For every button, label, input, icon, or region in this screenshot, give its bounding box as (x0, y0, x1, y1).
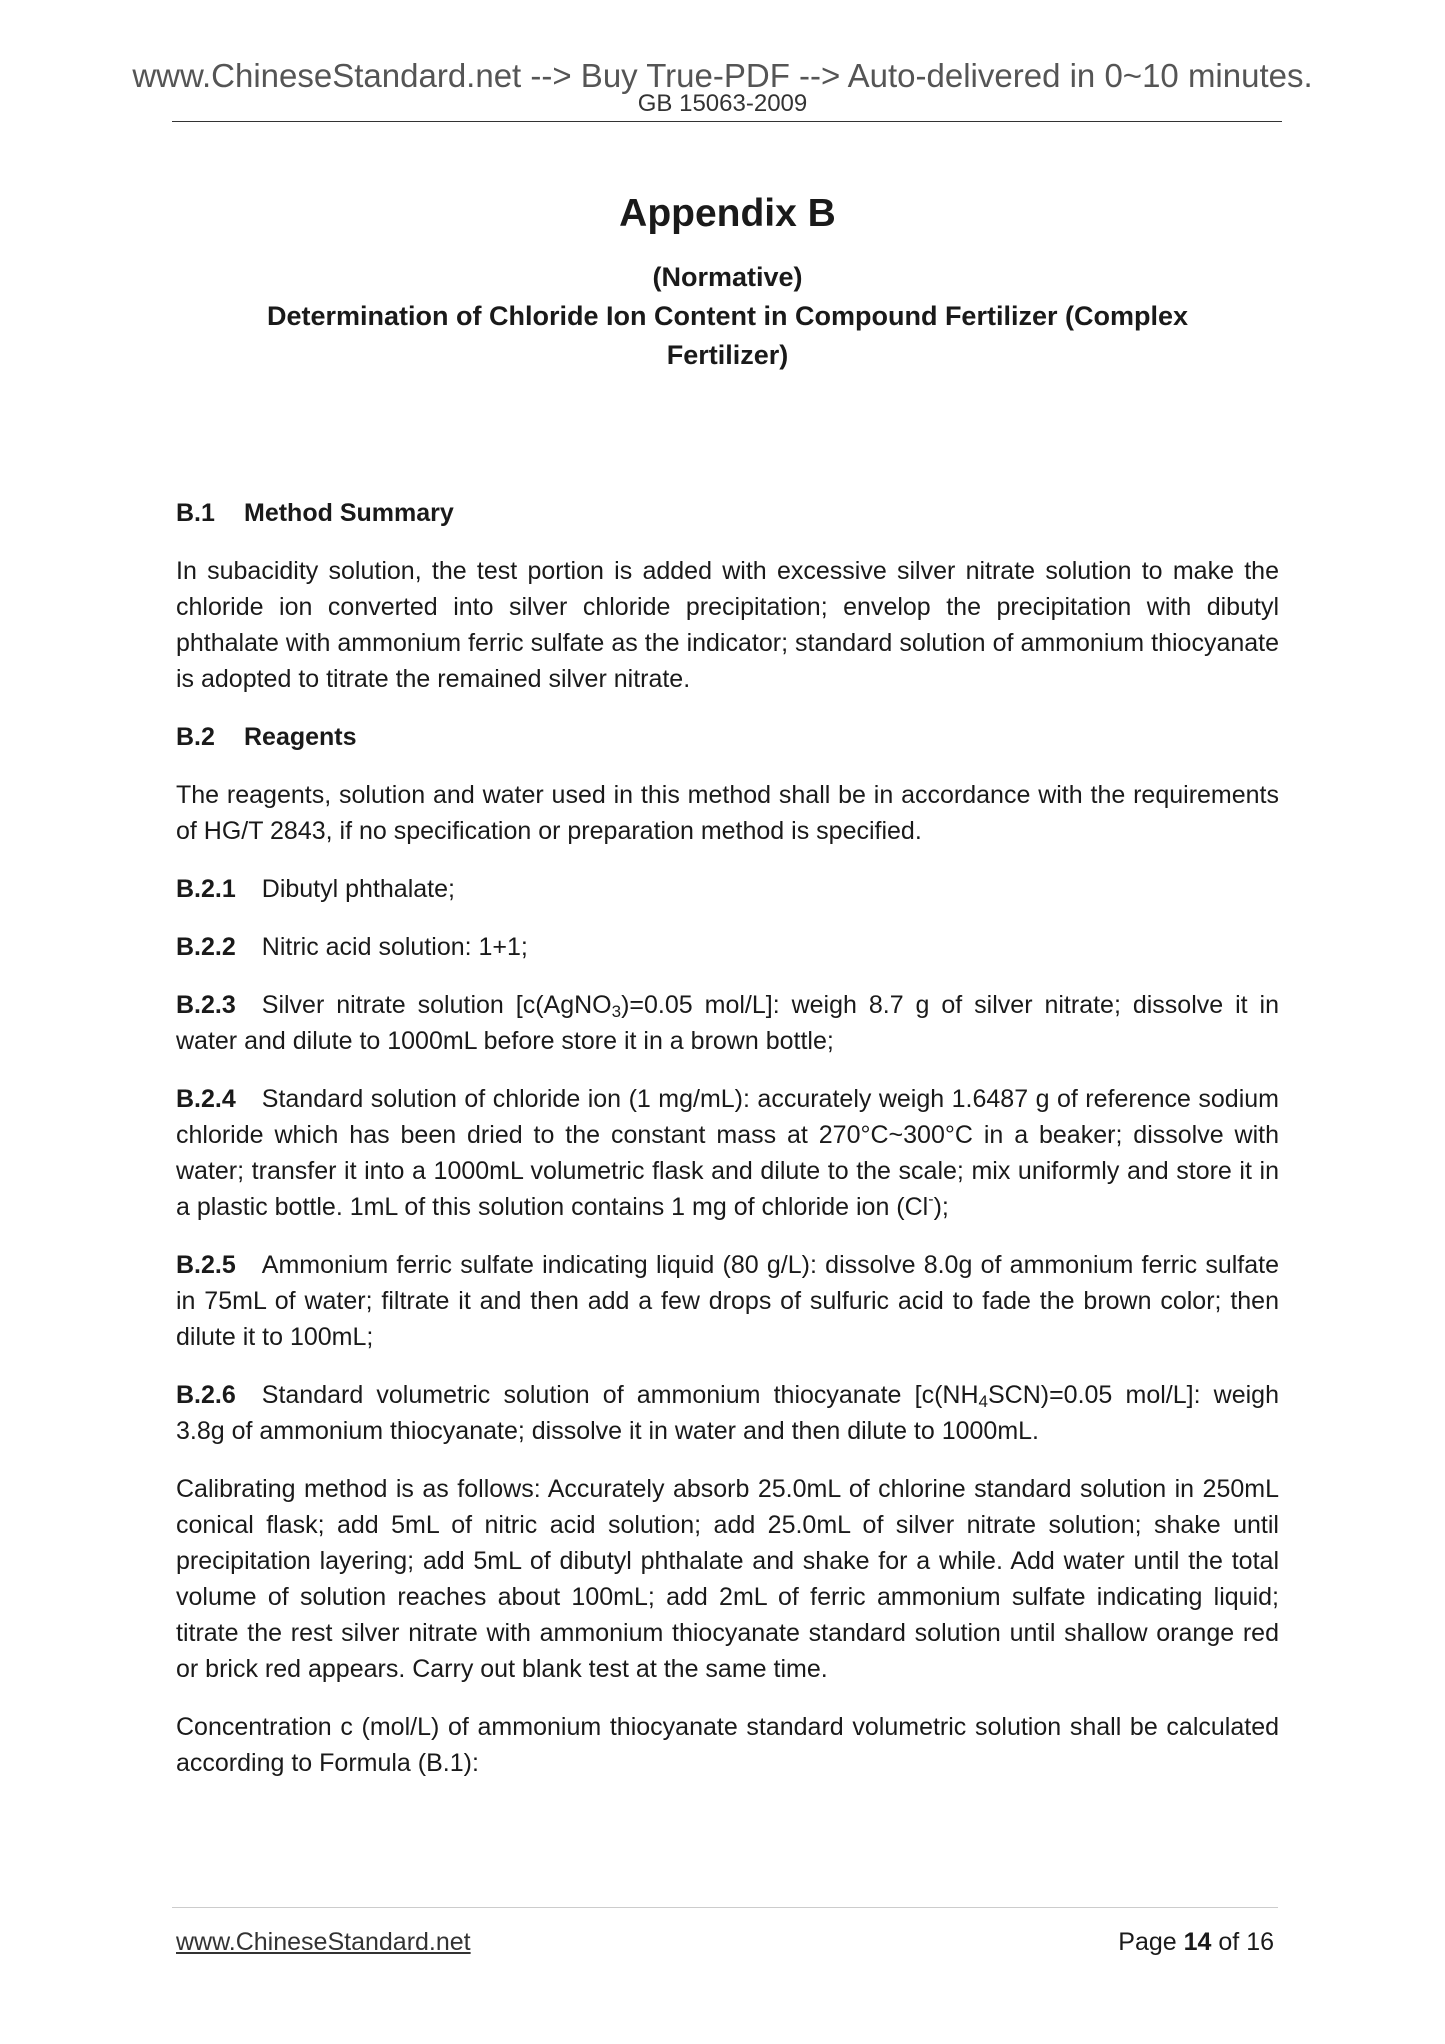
appendix-subject-line-1: Determination of Chloride Ion Content in Compound Fertilizer (Complex (267, 301, 1188, 331)
section-number: B.1 (176, 499, 215, 527)
clause-b24 (176, 1081, 1279, 1225)
clause-number: B.2.6 (176, 1381, 236, 1409)
clause-number: B.2.5 (176, 1251, 236, 1279)
page-content (176, 190, 1279, 1803)
clause-text-cont: )=0.05 mol/L]: weigh 8.7 g of silver nitrate; dissolve it in water and dilute to 1000mL before store it in a brown bottle; (176, 991, 1280, 1055)
subscript: 4 (978, 1392, 988, 1411)
concentration-text: Concentration c (mol/L) of ammonium thiocyanate standard volumetric solution shall be calculated according to Formula (B.1): (176, 1713, 1279, 1777)
reagents-text: The reagents, solution and water used in this method shall be in accordance with the requirements of HG/T 2843, if no specification or preparation method is specified. (176, 781, 1279, 845)
appendix-subject-line-2: Fertilizer) (666, 340, 789, 370)
site-banner: www.ChineseStandard.net --> Buy True-PDF --> Auto-delivered in 0~10 minutes. (132, 57, 1313, 94)
clause-text: Dibutyl phthalate; (261, 875, 455, 903)
section-heading-b2 (176, 719, 1279, 755)
page-prefix: Page (1118, 1928, 1184, 1956)
clause-b26 (176, 1377, 1279, 1449)
method-summary-text: In subacidity solution, the test portion is added with excessive silver nitrate solution to make the chloride ion converted into silver chloride precipitation; envelop the precipitation with dibutyl phthalate with ammonium ferric sulfate as the indicator; standard solution of ammonium thiocyanate is adopted to titrate the remained silver nitrate. (176, 557, 1279, 693)
page-of: of (1211, 1928, 1247, 1956)
appendix-title: Appendix B (619, 192, 836, 235)
clause-text-cont: ); (933, 1193, 949, 1221)
total-pages: 16 (1246, 1928, 1274, 1956)
normative-label: (Normative) (652, 262, 803, 292)
clause-b21 (176, 871, 1279, 907)
header-divider (172, 121, 1282, 122)
clause-text: Silver nitrate solution [c(AgNO (261, 991, 612, 1019)
clause-b23 (176, 987, 1279, 1059)
clause-text: Nitric acid solution: 1+1; (261, 933, 528, 961)
clause-text-cont: SCN)=0.05 mol/L]: weigh 3.8g of ammonium thiocyanate; dissolve it in water and then dilute to 1000mL. (176, 1381, 1279, 1445)
section-title: Reagents (244, 723, 357, 751)
calibrating-method-text: Calibrating method is as follows: Accurately absorb 25.0mL of chlorine standard solution in 250mL conical flask; add 5mL of nitric acid solution; add 25.0mL of silver nitrate solution; shake until precipitation layering; add 5mL of dibutyl phthalate and shake for a while. Add water until the total volume of solution reaches about 100mL; add 2mL of ferric ammonium sulfate indicating liquid; titrate the rest silver nitrate with ammonium thiocyanate standard solution until shallow orange red or brick red appears. Carry out blank test at the same time. (176, 1475, 1279, 1683)
clause-b22 (176, 929, 1279, 965)
clause-number: B.2.4 (176, 1085, 236, 1113)
section-number: B.2 (176, 723, 215, 751)
clause-b25 (176, 1247, 1279, 1355)
document-code: GB 15063-2009 (637, 90, 808, 117)
section-title: Method Summary (244, 499, 454, 527)
clause-text: Standard volumetric solution of ammonium thiocyanate [c(NH (261, 1381, 979, 1409)
superscript: - (928, 1191, 934, 1208)
clause-text: Standard solution of chloride ion (1 mg/mL): accurately weigh 1.6487 g of reference sodium chloride which has been dried to the constant mass at 270°C~300°C in a beaker; dissolve with water; transfer it into a 1000mL volumetric flask and dilute to the scale; mix uniformly and store it in a plastic bottle. 1mL of this solution contains 1 mg of chloride ion (Cl (176, 1085, 1279, 1221)
page-number (1118, 1926, 1274, 1958)
footer-site-link[interactable]: www.ChineseStandard.net (176, 1928, 471, 1956)
clause-number: B.2.2 (176, 933, 236, 961)
subscript: 3 (611, 1002, 622, 1021)
current-page: 14 (1183, 1928, 1212, 1956)
footer-divider (172, 1907, 1278, 1908)
clause-text: Ammonium ferric sulfate indicating liquid (80 g/L): dissolve 8.0g of ammonium ferric sulfate in 75mL of water; filtrate it and then add a few drops of sulfuric acid to fade the brown color; then dilute it to 100mL; (176, 1251, 1279, 1351)
clause-number: B.2.1 (176, 875, 236, 903)
clause-number: B.2.3 (176, 991, 236, 1019)
section-heading-b1 (176, 495, 1279, 531)
